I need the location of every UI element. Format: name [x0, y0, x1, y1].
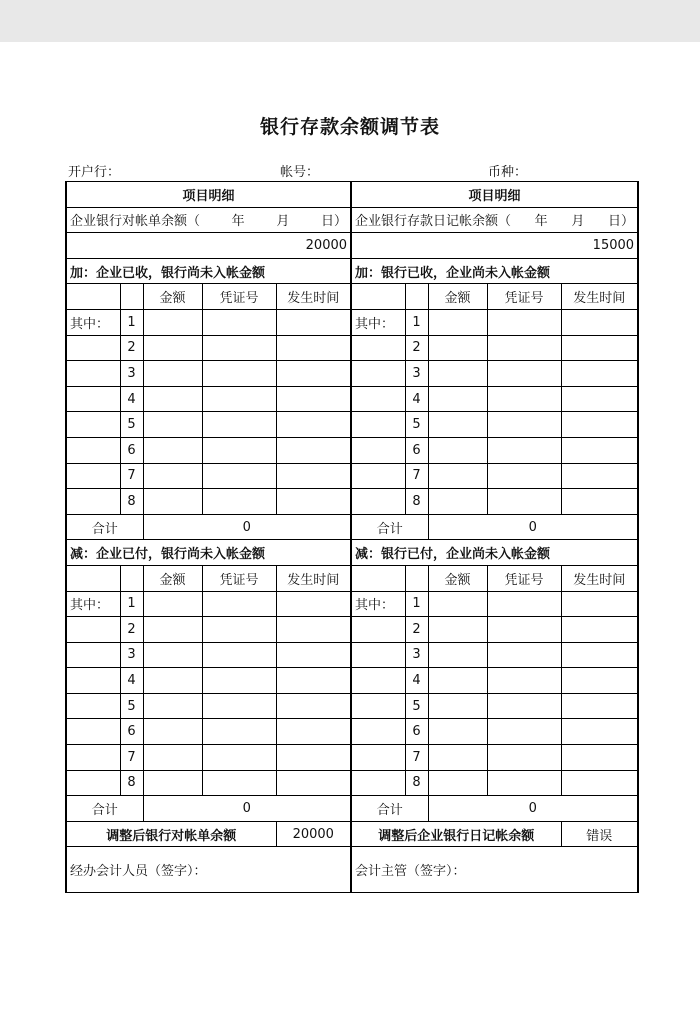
voucher-cell[interactable] — [487, 489, 561, 515]
right-sub-title: 减：银行已付，企业尚未入帐金额 — [351, 540, 638, 566]
row-number: 6 — [405, 437, 428, 463]
date-cell[interactable] — [561, 770, 638, 796]
amount-cell[interactable] — [428, 437, 487, 463]
add-rows — [66, 309, 638, 514]
amount-cell[interactable] — [428, 719, 487, 745]
date-cell[interactable] — [561, 335, 638, 361]
reconciliation-table — [65, 181, 639, 893]
voucher-cell[interactable] — [487, 642, 561, 668]
sub-title-row — [66, 540, 638, 566]
left-adjusted-label: 调整后银行对帐单余额 — [66, 821, 276, 847]
date-cell[interactable] — [561, 617, 638, 643]
table-row — [66, 617, 638, 643]
row-number: 5 — [120, 693, 143, 719]
amount-cell[interactable] — [143, 617, 202, 643]
date-cell[interactable] — [561, 591, 638, 617]
sub-column-header-row — [66, 565, 638, 591]
row-number: 4 — [120, 386, 143, 412]
voucher-column-header: 凭证号 — [202, 284, 276, 310]
right-section-header: 项目明细 — [351, 182, 638, 208]
row-number: 6 — [405, 719, 428, 745]
row-number: 1 — [120, 309, 143, 335]
date-cell[interactable] — [276, 591, 351, 617]
row-number: 5 — [405, 693, 428, 719]
date-cell[interactable] — [276, 770, 351, 796]
date-cell[interactable] — [276, 745, 351, 771]
date-cell[interactable] — [276, 489, 351, 515]
bank-label: 开户行： — [68, 165, 121, 180]
add-title-row — [66, 258, 638, 284]
row-number: 2 — [405, 335, 428, 361]
date-column-header: 发生时间 — [561, 284, 638, 310]
amount-cell[interactable] — [428, 489, 487, 515]
amount-cell[interactable] — [143, 335, 202, 361]
voucher-cell[interactable] — [202, 693, 276, 719]
voucher-cell[interactable] — [202, 668, 276, 694]
date-cell[interactable] — [276, 693, 351, 719]
amount-cell[interactable] — [143, 642, 202, 668]
left-sub-total: 0 — [143, 796, 351, 822]
date-cell[interactable] — [276, 437, 351, 463]
right-adjusted-value: 错误 — [561, 821, 638, 847]
statement-label-row — [66, 207, 638, 233]
table-row — [66, 719, 638, 745]
amount-cell[interactable] — [428, 617, 487, 643]
row-number: 5 — [405, 412, 428, 438]
currency-label: 币种： — [488, 165, 528, 180]
row-number: 1 — [405, 309, 428, 335]
amount-cell[interactable] — [428, 642, 487, 668]
total-label: 合计 — [351, 796, 428, 822]
voucher-column-header: 凭证号 — [202, 565, 276, 591]
voucher-cell[interactable] — [487, 335, 561, 361]
voucher-cell[interactable] — [487, 719, 561, 745]
amount-cell[interactable] — [143, 437, 202, 463]
date-cell[interactable] — [276, 309, 351, 335]
date-column-header: 发生时间 — [276, 565, 351, 591]
voucher-cell[interactable] — [202, 617, 276, 643]
amount-column-header: 金额 — [428, 284, 487, 310]
table-row — [66, 642, 638, 668]
voucher-cell[interactable] — [487, 361, 561, 387]
right-add-title: 加：银行已收，企业尚未入帐金额 — [351, 258, 638, 284]
voucher-cell[interactable] — [202, 335, 276, 361]
date-cell[interactable] — [276, 617, 351, 643]
voucher-cell[interactable] — [202, 489, 276, 515]
date-cell[interactable] — [276, 361, 351, 387]
date-column-header: 发生时间 — [561, 565, 638, 591]
voucher-cell[interactable] — [202, 309, 276, 335]
left-sub-title: 减：企业已付，银行尚未入帐金额 — [66, 540, 351, 566]
row-number: 3 — [405, 361, 428, 387]
left-statement-cell — [66, 207, 351, 233]
right-signature: 会计主管（签字）： — [351, 847, 638, 893]
row-number: 7 — [405, 463, 428, 489]
row-number: 2 — [120, 335, 143, 361]
right-sub-total: 0 — [428, 796, 638, 822]
voucher-cell[interactable] — [487, 770, 561, 796]
amount-cell[interactable] — [428, 335, 487, 361]
total-label: 合计 — [351, 514, 428, 540]
voucher-cell[interactable] — [202, 437, 276, 463]
table-row — [66, 386, 638, 412]
left-day: 日） — [320, 214, 347, 230]
row-number: 1 — [405, 591, 428, 617]
table-row — [66, 463, 638, 489]
left-year: 年 — [231, 214, 245, 230]
sub-total-row — [66, 796, 638, 822]
voucher-cell[interactable] — [487, 591, 561, 617]
date-cell[interactable] — [276, 335, 351, 361]
table-row — [66, 412, 638, 438]
date-column-header: 发生时间 — [276, 284, 351, 310]
voucher-cell[interactable] — [487, 386, 561, 412]
add-column-header-row — [66, 284, 638, 310]
voucher-cell[interactable] — [487, 309, 561, 335]
date-cell[interactable] — [561, 668, 638, 694]
row-prefix-label: 其中： — [351, 591, 405, 617]
table-row — [66, 591, 638, 617]
amount-cell[interactable] — [428, 693, 487, 719]
row-number: 3 — [405, 642, 428, 668]
table-row — [66, 361, 638, 387]
left-add-title: 加：企业已收，银行尚未入帐金额 — [66, 258, 351, 284]
date-cell[interactable] — [561, 361, 638, 387]
date-cell[interactable] — [561, 719, 638, 745]
voucher-cell[interactable] — [202, 642, 276, 668]
left-adjusted-value: 20000 — [276, 821, 351, 847]
voucher-cell[interactable] — [487, 668, 561, 694]
amount-cell[interactable] — [143, 412, 202, 438]
row-number: 8 — [405, 770, 428, 796]
voucher-cell[interactable] — [487, 693, 561, 719]
right-month: 月 — [571, 214, 585, 230]
table-row — [66, 309, 638, 335]
date-cell[interactable] — [561, 489, 638, 515]
row-number: 8 — [405, 489, 428, 515]
amount-cell[interactable] — [143, 591, 202, 617]
right-year: 年 — [534, 214, 548, 230]
table-row — [66, 437, 638, 463]
amount-cell[interactable] — [428, 668, 487, 694]
amount-cell[interactable] — [143, 719, 202, 745]
left-statement-amount: 20000 — [66, 233, 351, 259]
date-cell[interactable] — [561, 386, 638, 412]
amount-cell[interactable] — [428, 591, 487, 617]
voucher-cell[interactable] — [487, 745, 561, 771]
account-number-label: 帐号： — [280, 165, 320, 180]
amount-cell[interactable] — [428, 770, 487, 796]
date-cell[interactable] — [561, 463, 638, 489]
table-row — [66, 489, 638, 515]
amount-cell[interactable] — [428, 463, 487, 489]
amount-cell[interactable] — [143, 386, 202, 412]
date-cell[interactable] — [276, 668, 351, 694]
right-statement-cell — [351, 207, 638, 233]
row-number: 4 — [405, 668, 428, 694]
amount-cell[interactable] — [428, 386, 487, 412]
total-label: 合计 — [66, 514, 143, 540]
row-prefix-label: 其中： — [351, 309, 405, 335]
row-number: 7 — [120, 463, 143, 489]
row-number: 4 — [405, 386, 428, 412]
amount-cell[interactable] — [143, 489, 202, 515]
row-number: 7 — [120, 745, 143, 771]
amount-cell[interactable] — [143, 463, 202, 489]
voucher-cell[interactable] — [202, 719, 276, 745]
amount-cell[interactable] — [428, 745, 487, 771]
date-cell[interactable] — [276, 412, 351, 438]
amount-cell[interactable] — [428, 309, 487, 335]
statement-amount-row — [66, 233, 638, 259]
voucher-cell[interactable] — [487, 437, 561, 463]
date-cell[interactable] — [561, 745, 638, 771]
add-total-row — [66, 514, 638, 540]
right-day: 日） — [607, 214, 634, 230]
table-row — [66, 770, 638, 796]
date-cell[interactable] — [276, 386, 351, 412]
date-cell[interactable] — [561, 412, 638, 438]
signature-row — [66, 847, 638, 893]
voucher-cell[interactable] — [487, 463, 561, 489]
left-signature: 经办会计人员（签字）： — [66, 847, 351, 893]
row-number: 4 — [120, 668, 143, 694]
table-row — [66, 335, 638, 361]
section-header-row — [66, 182, 638, 208]
voucher-cell[interactable] — [202, 591, 276, 617]
left-statement-label: 企业银行对帐单余额（ — [70, 214, 201, 230]
voucher-column-header: 凭证号 — [487, 565, 561, 591]
amount-cell[interactable] — [143, 309, 202, 335]
amount-cell[interactable] — [428, 361, 487, 387]
row-number: 1 — [120, 591, 143, 617]
voucher-column-header: 凭证号 — [487, 284, 561, 310]
page-title: 银行存款余额调节表 — [259, 116, 440, 138]
top-bar — [0, 0, 700, 42]
right-statement-amount: 15000 — [351, 233, 638, 259]
voucher-cell[interactable] — [202, 412, 276, 438]
row-number: 5 — [120, 412, 143, 438]
amount-cell[interactable] — [143, 693, 202, 719]
date-cell[interactable] — [561, 693, 638, 719]
row-number: 3 — [120, 642, 143, 668]
left-section-header: 项目明细 — [66, 182, 351, 208]
date-cell[interactable] — [561, 309, 638, 335]
date-cell[interactable] — [276, 463, 351, 489]
voucher-cell[interactable] — [202, 745, 276, 771]
adjusted-row — [66, 821, 638, 847]
row-number: 7 — [405, 745, 428, 771]
amount-column-header: 金额 — [143, 284, 202, 310]
right-statement-label: 企业银行存款日记帐余额（ — [355, 214, 512, 230]
voucher-cell[interactable] — [202, 361, 276, 387]
sub-rows — [66, 591, 638, 796]
voucher-cell[interactable] — [487, 412, 561, 438]
row-number: 6 — [120, 437, 143, 463]
amount-cell[interactable] — [143, 745, 202, 771]
voucher-cell[interactable] — [202, 770, 276, 796]
voucher-cell[interactable] — [487, 617, 561, 643]
row-number: 3 — [120, 361, 143, 387]
right-adjusted-label: 调整后企业银行日记帐余额 — [351, 821, 561, 847]
amount-cell[interactable] — [143, 668, 202, 694]
amount-cell[interactable] — [428, 412, 487, 438]
table-row — [66, 693, 638, 719]
voucher-cell[interactable] — [202, 386, 276, 412]
date-cell[interactable] — [276, 642, 351, 668]
total-label: 合计 — [66, 796, 143, 822]
row-number: 6 — [120, 719, 143, 745]
table-row — [66, 745, 638, 771]
row-number: 2 — [405, 617, 428, 643]
row-prefix-label: 其中： — [66, 309, 120, 335]
row-number: 8 — [120, 489, 143, 515]
date-cell[interactable] — [561, 642, 638, 668]
left-month: 月 — [276, 214, 290, 230]
left-add-total: 0 — [143, 514, 351, 540]
date-cell[interactable] — [561, 437, 638, 463]
date-cell[interactable] — [276, 719, 351, 745]
amount-column-header: 金额 — [143, 565, 202, 591]
amount-column-header: 金额 — [428, 565, 487, 591]
row-number: 2 — [120, 617, 143, 643]
voucher-cell[interactable] — [202, 463, 276, 489]
table-row — [66, 668, 638, 694]
amount-cell[interactable] — [143, 361, 202, 387]
right-add-total: 0 — [428, 514, 638, 540]
amount-cell[interactable] — [143, 770, 202, 796]
row-number: 8 — [120, 770, 143, 796]
row-prefix-label: 其中： — [66, 591, 120, 617]
